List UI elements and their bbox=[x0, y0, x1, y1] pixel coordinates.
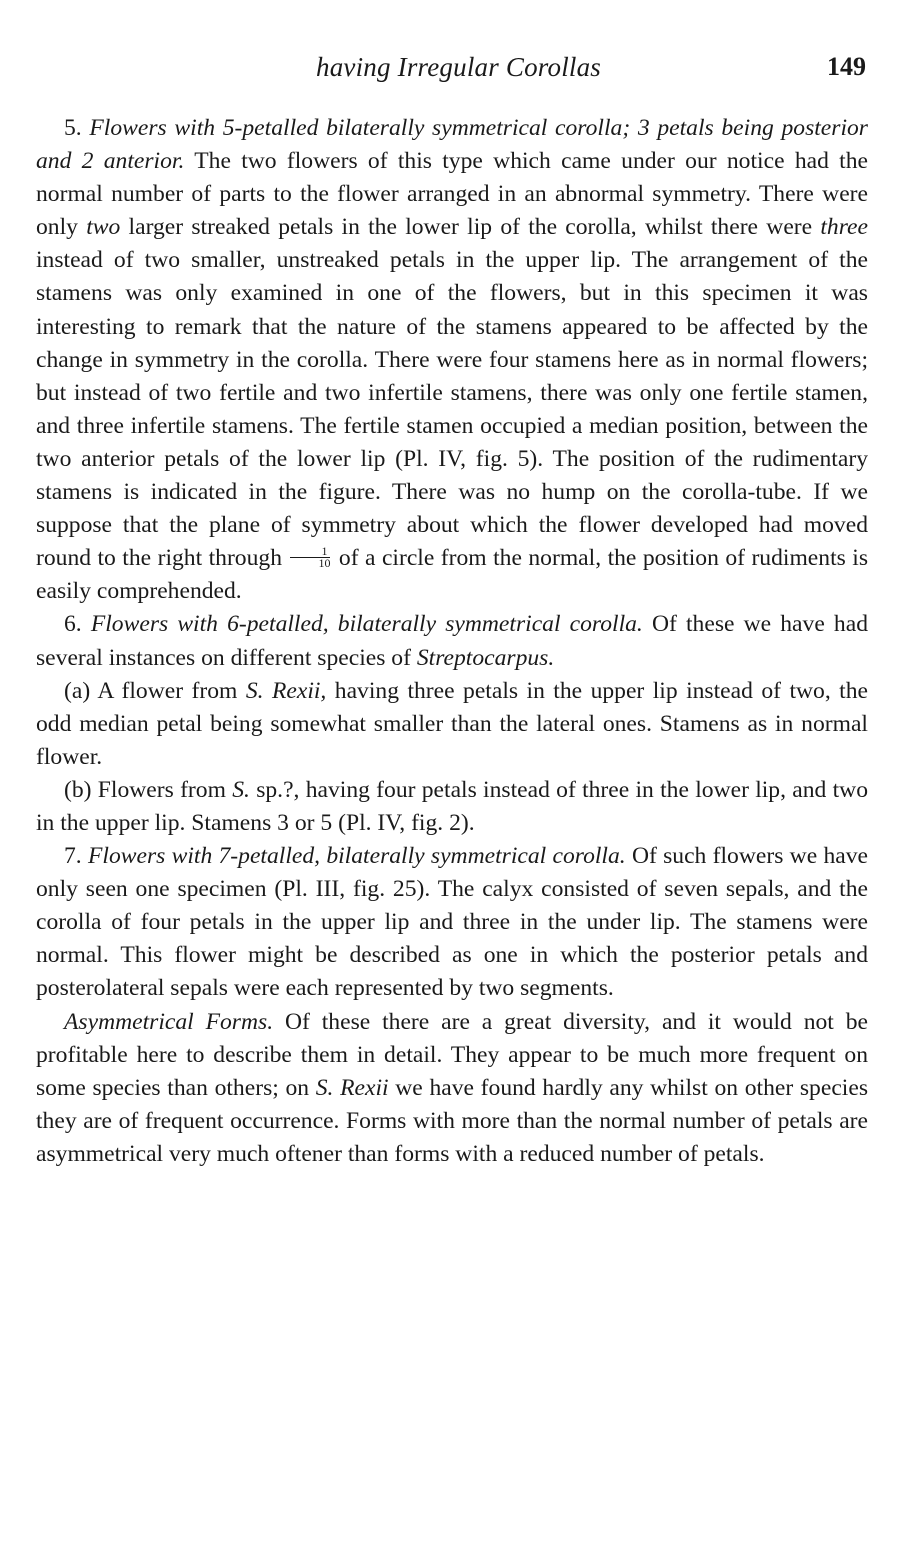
fraction-denominator: 10 bbox=[318, 556, 331, 571]
paragraph-6b bbox=[36, 774, 868, 840]
paragraph-text: larger streaked petals in the lower lip of the corolla, whilst there were bbox=[120, 214, 821, 241]
sub-item-label: (b) bbox=[64, 776, 92, 803]
page-number: 149 bbox=[827, 52, 866, 81]
paragraph-6-petalled bbox=[36, 608, 868, 674]
genus-name: Streptocarpus. bbox=[416, 644, 555, 671]
paragraph-text: Flowers from bbox=[91, 776, 233, 803]
paragraph-7-petalled bbox=[36, 840, 868, 1005]
paragraph-text: The two flowers of this type which came under our notice had the normal number of parts to the flower arranged in an abnormal symmetry. There were only bbox=[36, 148, 868, 241]
item-number: 5. bbox=[64, 115, 82, 141]
emphasis-three: three bbox=[820, 214, 868, 241]
page-header bbox=[36, 52, 868, 92]
paragraph-5-petalled bbox=[36, 112, 868, 608]
running-title: having Irregular Corollas bbox=[316, 52, 602, 82]
paragraph-heading: Flowers with 5-petalled bilaterally symmetrical corolla; 3 petals being posterior and 2 anterior. bbox=[36, 115, 868, 175]
emphasis-two: two bbox=[86, 214, 121, 241]
paragraph-text: A flower from bbox=[90, 677, 246, 704]
paragraph-heading: Flowers with 7-petalled, bilaterally symmetrical corolla. bbox=[87, 843, 626, 870]
paragraph-text: of a circle from the normal, the position of rudiments is easily comprehended. bbox=[36, 545, 868, 605]
paragraph-text: we have found hardly any whilst on other species they are of frequent occurrence. Forms with more than the normal number of petals are asymmetrical very much oftener than forms with a reduced number of petals. bbox=[36, 1074, 869, 1167]
paragraph-heading: Flowers with 6-petalled, bilaterally symmetrical corolla. bbox=[90, 611, 643, 638]
paragraph-text: Of these there are a great diversity, and it would not be profitable here to describe them in detail. They appear to be much more frequent on some species than others; on bbox=[36, 1008, 868, 1101]
species-name: S. Rexii bbox=[315, 1074, 389, 1101]
paragraph-6a bbox=[36, 675, 868, 774]
paragraph-text: Of these we have had several instances on different species of bbox=[36, 611, 868, 671]
sub-item-label: (a) bbox=[64, 677, 91, 704]
item-number: 7. bbox=[64, 843, 82, 870]
paragraph-text: Of such flowers we have only seen one specimen (Pl. III, fig. 25). The calyx consisted of seven sepals, and the corolla of four petals in the upper lip and three in the under lip. The stamens were normal. This flower might be described as one in which the posterior petals and posterolateral sepals were each represented by two segments. bbox=[36, 843, 868, 1002]
paragraph-text: sp.?, having four petals instead of three in the lower lip, and two in the upper lip. Stamens 3 or 5 (Pl. IV, fig. 2). bbox=[36, 776, 868, 836]
paragraph-text: having three petals in the upper lip instead of two, the odd median petal being somewhat smaller than the lateral ones. Stamens as in normal flower. bbox=[36, 677, 868, 770]
fraction-one-tenth bbox=[290, 546, 330, 569]
species-name: S. Rexii, bbox=[245, 677, 327, 704]
item-number: 6. bbox=[64, 611, 82, 638]
paragraph-text: instead of two smaller, unstreaked petals in the upper lip. The arrangement of the stamens was only examined in one of the flowers, but in this specimen it was interesting to remark that the nature of the stamens appeared to be affected by the change in symmetry in the corolla. There were four stamens here as in normal flowers; but instead of two fertile and two infertile stamens, there was only one fertile stamen, and three infertile stamens. The fertile stamen occupied a median position, between the two anterior petals of the lower lip (Pl. IV, fig. 5). The position of the rudimentary stamens is indicated in the figure. There was no hump on the corolla-tube. If we suppose that the plane of symmetry about which the flower developed had moved round to the right through bbox=[36, 247, 868, 572]
page-body bbox=[36, 112, 868, 1171]
species-name: S. bbox=[232, 776, 250, 803]
paragraph-asymmetrical bbox=[36, 1006, 868, 1171]
fraction-numerator: 1 bbox=[290, 546, 330, 558]
paragraph-heading: Asymmetrical Forms. bbox=[64, 1008, 274, 1035]
